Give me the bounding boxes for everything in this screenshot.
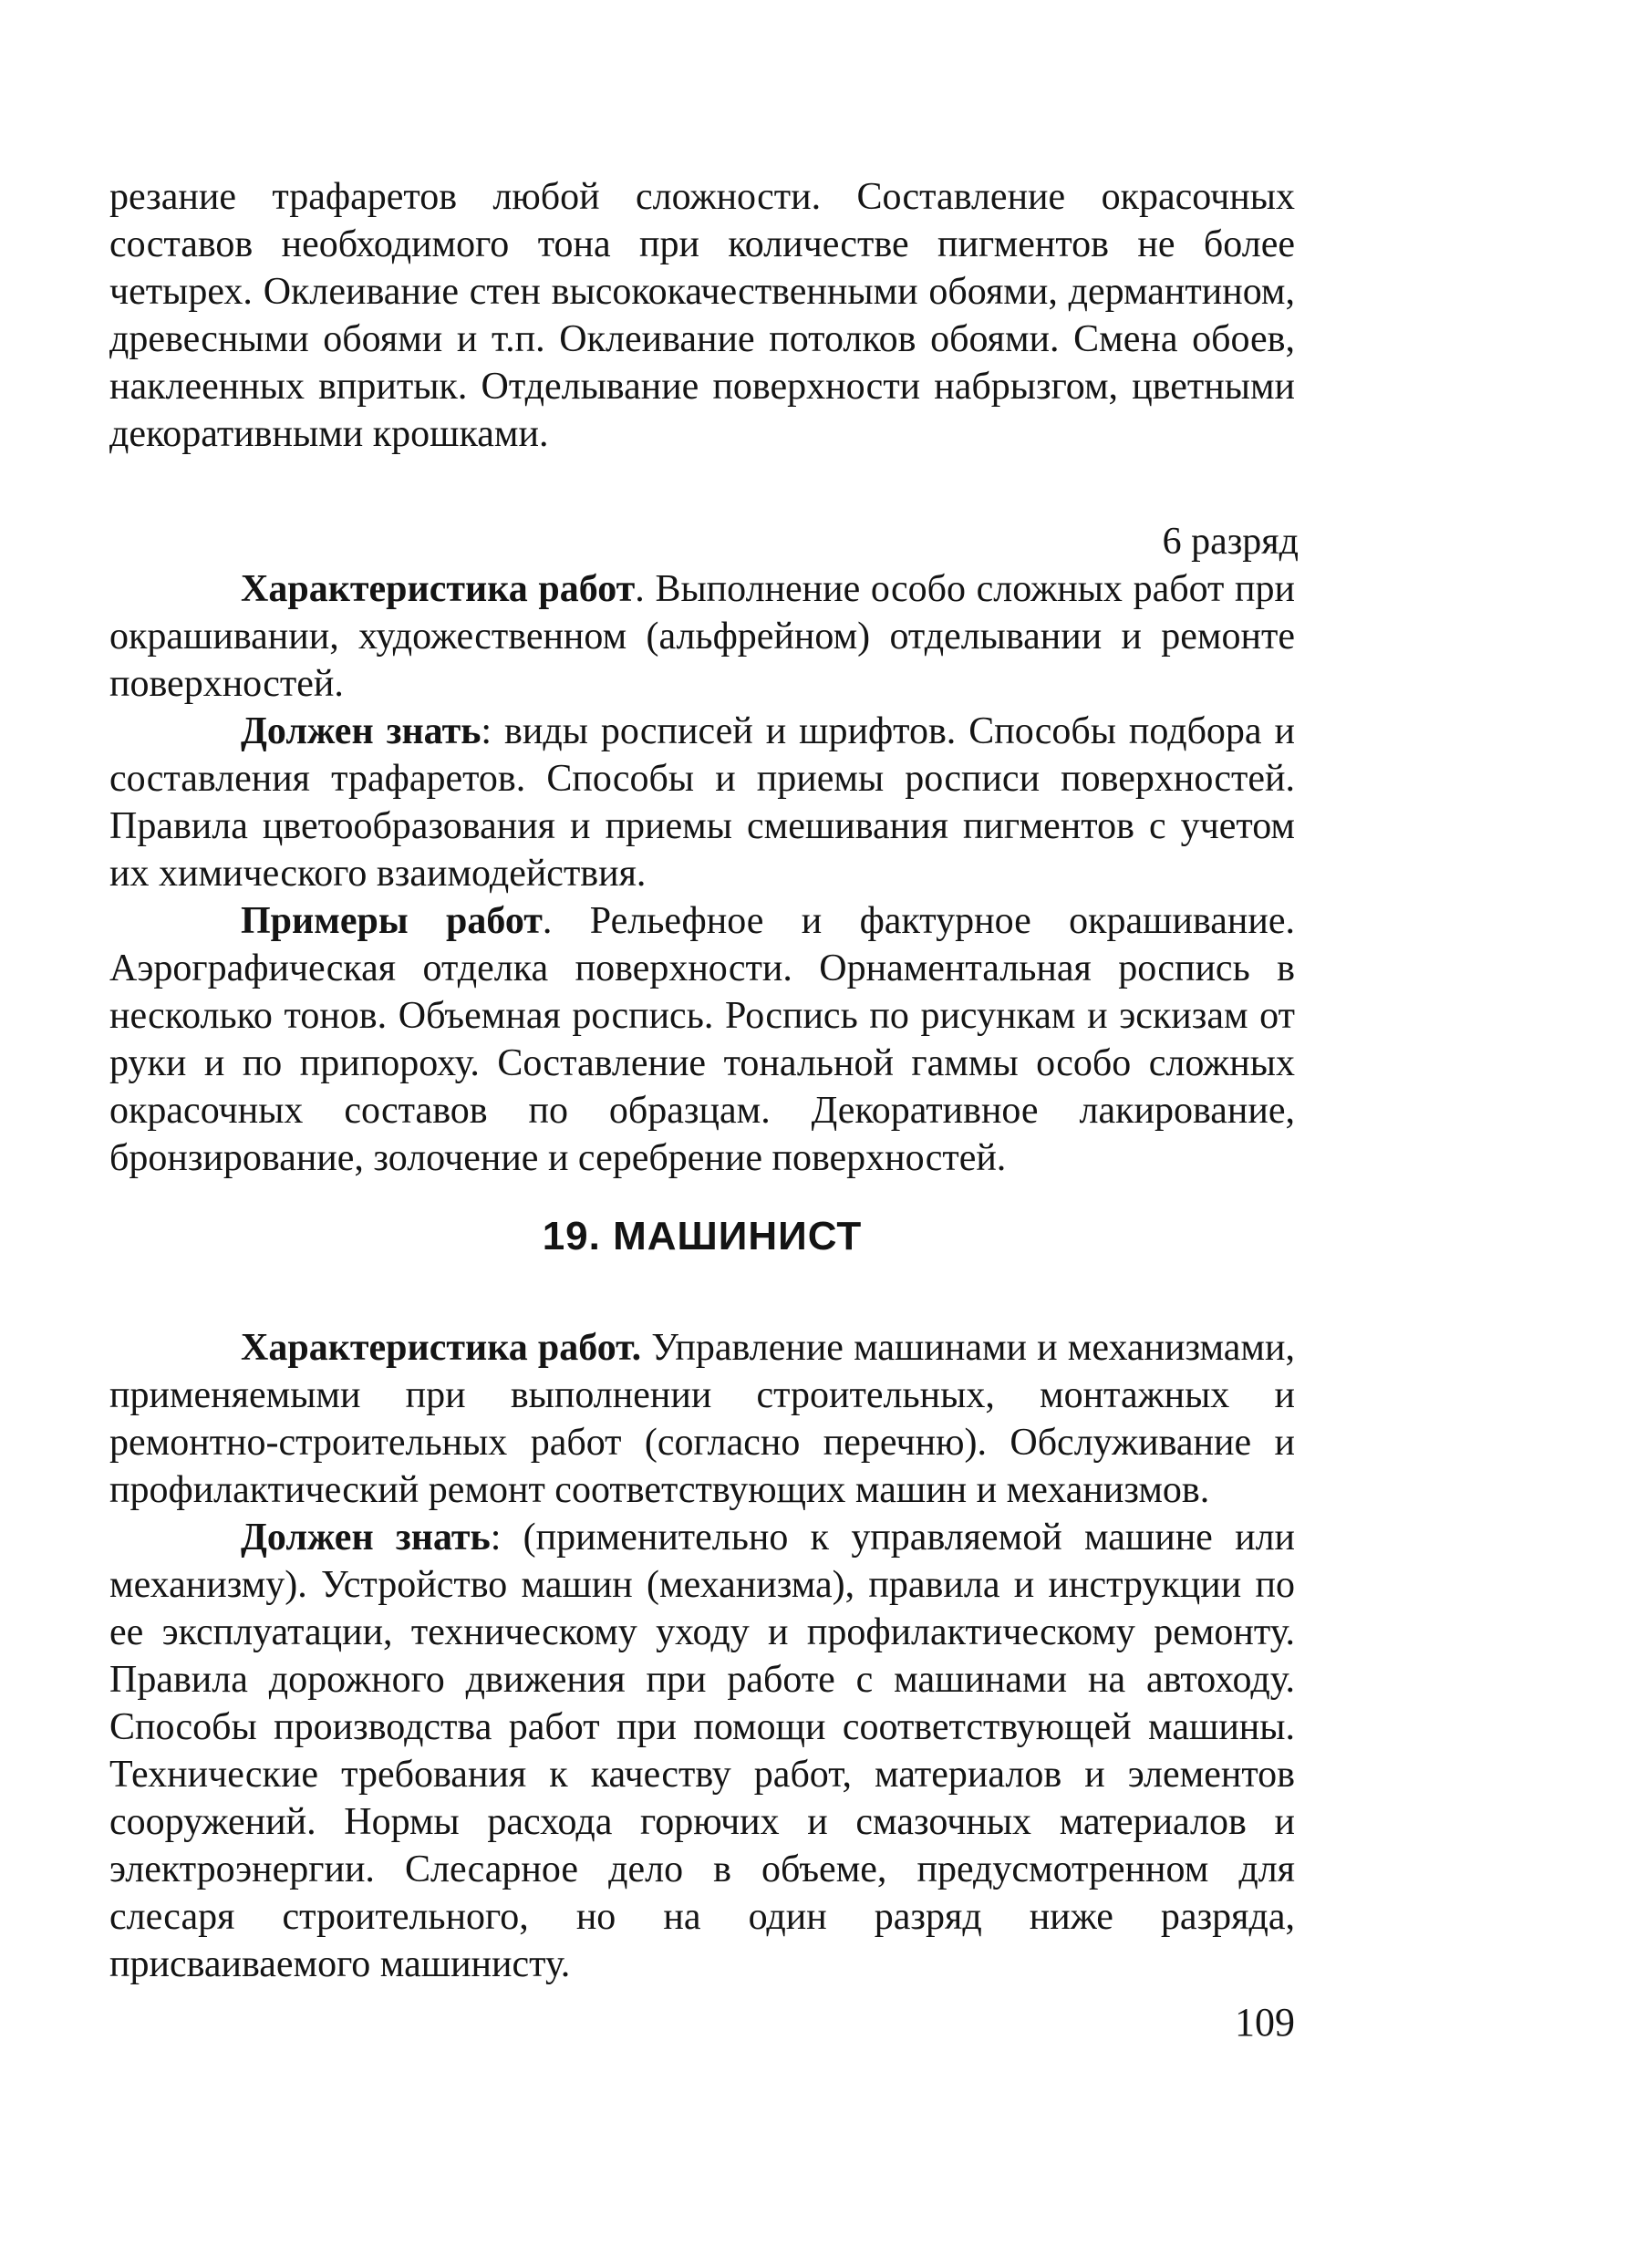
- examples-paragraph: [109, 897, 1295, 1182]
- must-know-text: : виды росписей и шрифтов. Способы подбора и составления трафаретов. Способы и приемы росписи поверхностей. Правила цветообразования и приемы смешивания пигментов с учетом их химического взаимодействия.: [109, 710, 1295, 895]
- must-know-paragraph: [109, 708, 1295, 897]
- grade-6-block: [109, 565, 1295, 1182]
- machinist-characteristic-lead: Характеристика работ.: [241, 1327, 642, 1369]
- examples-text: . Рельефное и фактурное окрашивание. Аэрографическая отделка поверхности. Орнаментальная роспись в несколько тонов. Объемная роспись. Роспись по рисункам и эскизам от руки и по припороху. Составление тональной гаммы особо сложных окрасочных составов по образцам. Декоративное лакирование, бронзирование, золочение и серебрение поверхностей.: [109, 900, 1295, 1179]
- machinist-must-know-lead: Должен знать: [241, 1517, 491, 1559]
- characteristic-lead: Характеристика работ: [241, 568, 636, 610]
- machinist-must-know-text: : (применительно к управляемой машине или механизму). Устройство машин (механизма), правила и инструкции по ее эксплуатации, техническому уходу и профилактическому ремонту. Правила дорожного движения при работе с машинами на автоходу. Способы производства работ при помощи соответствующей машины. Технические требования к качеству работ, материалов и элементов сооружений. Нормы расхода горючих и смазочных материалов и электроэнергии. Слесарное дело в объеме, предусмотренном для слесаря строительного, но на один разряд ниже разряда, присваиваемого машинисту.: [109, 1517, 1295, 1985]
- continuation-block: [109, 173, 1295, 458]
- continuation-paragraph: резание трафаретов любой сложности. Составление окрасочных составов необходимого тона при количестве пигментов не более четырех. Оклеивание стен высококачественными обоями, дермантином, древесными обоями и т.п. Оклеивание потолков обоями. Смена обоев, наклеенных впритык. Отделывание поверхности набрызгом, цветными декоративными крошками.: [109, 176, 1295, 455]
- page-number: 109: [1235, 2000, 1295, 2045]
- machinist-must-know-paragraph: [109, 1514, 1295, 1988]
- must-know-lead: Должен знать: [241, 710, 481, 752]
- section-heading: 19. МАШИНИСТ: [542, 1214, 863, 1258]
- characteristic-paragraph: [109, 565, 1295, 708]
- characteristic-text: . Выполнение особо сложных работ при окрашивании, художественном (альфрейном) отделывании и ремонте поверхностей.: [109, 568, 1295, 705]
- grade-label: 6 разряд: [1162, 521, 1299, 563]
- machinist-block: [109, 1324, 1295, 1988]
- examples-lead: Примеры работ: [241, 900, 543, 942]
- machinist-characteristic-text: Управление машинами и механизмами, применяемыми при выполнении строительных, монтажных и ремонтно-строительных работ (согласно перечню). Обслуживание и профилактический ремонт соответствующих машин и механизмов.: [109, 1327, 1295, 1511]
- machinist-characteristic-paragraph: [109, 1324, 1295, 1514]
